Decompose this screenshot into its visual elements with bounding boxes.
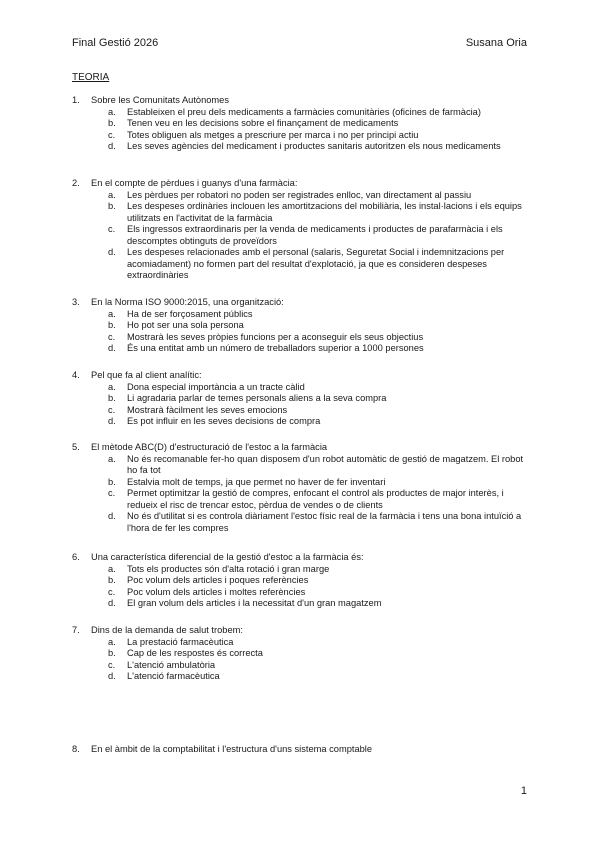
question-stem: [72, 178, 532, 190]
option-text: Es pot influir en les seves decisions de compra: [127, 416, 321, 426]
answer-option: [108, 564, 532, 576]
answer-option: [108, 477, 532, 489]
question-stem: [72, 370, 532, 382]
option-letter: a.: [108, 563, 116, 574]
question-number: 8.: [72, 744, 80, 754]
option-letter: d.: [108, 511, 116, 521]
question-5: [72, 442, 532, 534]
answer-option: [108, 660, 532, 672]
option-text: Dona especial importància a un tracte càlid: [127, 381, 305, 392]
option-letter: b.: [108, 476, 116, 487]
option-text: És una entitat amb un número de treballadors superior a 1000 persones: [127, 343, 424, 353]
option-letter: a.: [108, 636, 116, 647]
option-text: Estableixen el preu dels medicaments a farmàcies comunitàries (oficines de farmàcia): [127, 106, 481, 117]
option-text: Ho pot ser una sola persona: [127, 320, 244, 330]
option-letter: b.: [108, 320, 116, 330]
answer-option: [108, 130, 532, 142]
option-letter: d.: [108, 671, 116, 681]
question-number: 3.: [72, 297, 80, 307]
option-letter: b.: [108, 118, 116, 128]
option-letter: c.: [108, 659, 116, 670]
option-text: L'atenció ambulatòria: [127, 659, 216, 670]
option-text: Els ingressos extraordinaris per la venda de medicaments i productes de parafarmàcia i els descomptes obtinguts de proveïdors: [127, 224, 503, 246]
question-stem: [72, 552, 532, 564]
option-text: Li agradaria parlar de temes personals aliens a la seva compra: [127, 393, 387, 403]
header-author: Susana Oria: [465, 37, 527, 49]
option-letter: d.: [108, 416, 116, 426]
answer-option: [108, 671, 532, 683]
question-text: Sobre les Comunitats Autònomes: [91, 95, 229, 105]
answer-option: [108, 587, 532, 599]
question-text: Dins de la demanda de salut trobem:: [91, 625, 243, 635]
option-text: Les seves agències del medicament i productes sanitaris autoritzen els nous medicaments: [127, 141, 501, 151]
option-letter: d.: [108, 598, 116, 608]
option-letter: d.: [108, 247, 116, 257]
answer-option: [108, 332, 532, 344]
answer-option: [108, 575, 532, 587]
question-stem: [72, 625, 532, 637]
question-6: [72, 552, 532, 610]
option-letter: c.: [108, 224, 116, 234]
option-letter: d.: [108, 343, 116, 353]
answer-option: [108, 141, 532, 153]
question-3: [72, 297, 532, 355]
question-text: En la Norma ISO 9000:2015, una organització:: [91, 297, 284, 307]
question-number: 6.: [72, 552, 80, 562]
option-text: La prestació farmacèutica: [127, 636, 234, 647]
option-letter: c.: [108, 129, 116, 140]
section-title: TEORIA: [72, 72, 110, 83]
answer-option: [108, 343, 532, 355]
question-text: El mètode ABC(D) d'estructuració de l'estoc a la farmàcia: [91, 442, 328, 452]
question-7: [72, 625, 532, 683]
option-letter: a.: [108, 189, 116, 200]
question-stem: [72, 442, 532, 454]
option-letter: a.: [108, 453, 116, 464]
header-title: Final Gestió 2026: [72, 37, 159, 49]
answer-option: [108, 637, 532, 649]
option-letter: a.: [108, 381, 116, 392]
option-text: Mostrarà fàcilment les seves emocions: [127, 404, 288, 415]
answer-option: [108, 598, 532, 610]
answer-option: [108, 190, 532, 202]
question-stem: [72, 297, 532, 309]
option-letter: c.: [108, 488, 116, 498]
question-number: 5.: [72, 442, 80, 452]
option-text: Ha de ser forçosament públics: [127, 308, 253, 319]
question-text: En el compte de pèrdues i guanys d'una farmàcia:: [91, 178, 298, 188]
option-text: Mostrarà les seves pròpies funcions per a aconseguir els seus objectius: [127, 331, 424, 342]
answer-option: [108, 247, 532, 282]
option-text: Cap de les respostes és correcta: [127, 648, 263, 658]
question-number: 7.: [72, 625, 80, 635]
answer-option: [108, 416, 532, 428]
option-letter: c.: [108, 586, 116, 597]
option-letter: b.: [108, 648, 116, 658]
option-text: El gran volum dels articles i la necessitat d'un gran magatzem: [127, 598, 382, 608]
question-stem: [72, 95, 532, 107]
option-text: Les pèrdues per robatori no poden ser registrades enlloc, van directament al passiu: [127, 189, 472, 200]
question-4: [72, 370, 532, 428]
answer-option: [108, 648, 532, 660]
option-text: Permet optimitzar la gestió de compres, enfocant el control als productes de major interès, i redueix el risc de trencar estoc, pèrdua de vendes o de clients: [127, 488, 504, 510]
option-text: Poc volum dels articles i poques referències: [127, 575, 309, 585]
option-text: Totes obliguen als metges a prescriure per marca i no per principi actiu: [127, 129, 419, 140]
option-letter: a.: [108, 106, 116, 117]
option-text: No és d'utilitat si es controla diàriament l'estoc físic real de la farmàcia i tens una bona intuïció a l'hora de fer les compres: [127, 511, 522, 533]
option-letter: b.: [108, 393, 116, 403]
option-text: Les despeses ordinàries inclouen les amortitzacions del mobiliària, les instal·lacions i els equips utilitzats en l'activitat de la farmàcia: [127, 201, 522, 223]
question-number: 4.: [72, 370, 80, 380]
question-number: 2.: [72, 178, 80, 188]
answer-option: [108, 201, 532, 224]
answer-option: [108, 107, 532, 119]
option-text: Tots els productes són d'alta rotació i gran marge: [127, 563, 330, 574]
option-text: No és recomanable fer-ho quan disposem d'un robot automàtic de gestió de magatzem. El robot ho fa tot: [127, 453, 524, 475]
answer-option: [108, 309, 532, 321]
option-letter: c.: [108, 404, 116, 415]
option-letter: d.: [108, 141, 116, 151]
answer-option: [108, 382, 532, 394]
page-number: 1: [520, 785, 527, 797]
question-text: Pel que fa al client analític:: [91, 370, 202, 380]
answer-option: [108, 320, 532, 332]
question-8: [72, 744, 532, 756]
answer-option: [108, 454, 532, 477]
answer-option: [108, 511, 532, 534]
question-1: [72, 95, 532, 153]
option-text: Tenen veu en les decisions sobre el finançament de medicaments: [127, 118, 399, 128]
answer-option: [108, 224, 532, 247]
option-letter: c.: [108, 331, 116, 342]
answer-option: [108, 393, 532, 405]
option-text: L'atenció farmacèutica: [127, 671, 220, 681]
option-letter: b.: [108, 575, 116, 585]
option-letter: a.: [108, 308, 116, 319]
question-number: 1.: [72, 95, 80, 105]
option-text: Estalvia molt de temps, ja que permet no haver de fer inventari: [127, 476, 386, 487]
question-text: Una característica diferencial de la gestió d'estoc a la farmàcia és:: [91, 552, 364, 562]
question-2: [72, 178, 532, 282]
answer-option: [108, 488, 532, 511]
option-text: Poc volum dels articles i moltes referències: [127, 586, 306, 597]
option-text: Les despeses relacionades amb el personal (salaris, Seguretat Social i indemnitzacions per acomiadament) no formen part del resultat d'explotació, ja que es consideren despeses extraordinàries: [127, 247, 505, 280]
option-letter: b.: [108, 201, 116, 211]
answer-option: [108, 405, 532, 417]
question-stem: [72, 744, 532, 756]
question-text: En el àmbit de la comptabilitat i l'estructura d'uns sistema comptable: [91, 744, 373, 754]
answer-option: [108, 118, 532, 130]
